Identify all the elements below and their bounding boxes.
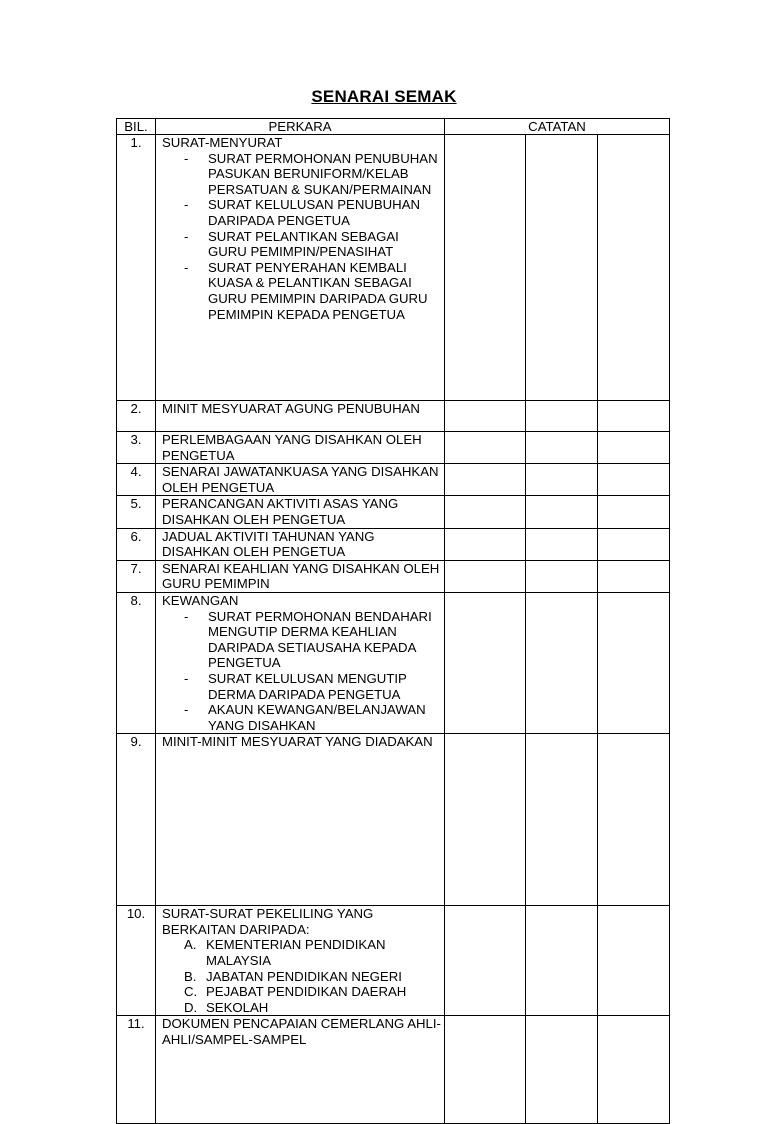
- table-row: [117, 464, 670, 496]
- row-number: 6.: [117, 528, 156, 560]
- item-text: SURAT-MENYURAT: [162, 135, 283, 150]
- catatan-cell-1: [445, 528, 526, 560]
- catatan-cell-2: [526, 592, 598, 733]
- catatan-cell-1: [445, 464, 526, 496]
- catatan-cell-1: [445, 906, 526, 1016]
- item-text: PERANCANGAN AKTIVITI ASAS YANG DISAHKAN OLEH PENGETUA: [162, 496, 399, 527]
- sub-item: [162, 197, 444, 228]
- sub-item-text: SURAT PERMOHONAN PENUBUHAN PASUKAN BERUNIFORM/KELAB PERSATUAN & SUKAN/PERMAINAN: [208, 150, 438, 197]
- sub-item: [162, 702, 444, 733]
- catatan-cell-3: [598, 1016, 670, 1124]
- item-text: JADUAL AKTIVITI TAHUNAN YANG DISAHKAN OLEH PENGETUA: [162, 528, 375, 560]
- item-cell: [156, 1016, 445, 1124]
- sub-item-text: SURAT PERMOHONAN BENDAHARI MENGUTIP DERMA KEAHLIAN DARIPADA SETIAUSAHA KEPADA PENGETUA: [208, 608, 432, 671]
- catatan-cell-3: [598, 592, 670, 733]
- catatan-cell-3: [598, 906, 670, 1016]
- sub-item: [162, 609, 444, 671]
- table-row: [117, 496, 670, 528]
- table-row: [117, 734, 670, 906]
- row-number: 9.: [117, 734, 156, 906]
- item-cell: [156, 560, 445, 592]
- checklist-table: [116, 118, 670, 1124]
- sub-item-marker: -: [184, 259, 189, 275]
- row-number: 3.: [117, 432, 156, 464]
- catatan-cell-3: [598, 734, 670, 906]
- catatan-cell-1: [445, 560, 526, 592]
- row-number: 10.: [117, 906, 156, 1016]
- catatan-cell-1: [445, 135, 526, 401]
- catatan-cell-2: [526, 560, 598, 592]
- catatan-cell-2: [526, 401, 598, 432]
- item-text: DOKUMEN PENCAPAIAN CEMERLANG AHLI-AHLI/SAMPEL-SAMPEL: [162, 1016, 441, 1048]
- catatan-cell-1: [445, 496, 526, 528]
- item-text: SENARAI JAWATANKUASA YANG DISAHKAN OLEH PENGETUA: [162, 464, 439, 495]
- table-row: [117, 528, 670, 560]
- sub-item-marker: A.: [184, 937, 197, 953]
- item-cell: [156, 464, 445, 496]
- catatan-cell-3: [598, 528, 670, 560]
- table-row: [117, 592, 670, 733]
- catatan-cell-2: [526, 528, 598, 560]
- catatan-cell-2: [526, 432, 598, 464]
- item-cell: [156, 401, 445, 432]
- sub-item-marker: -: [184, 608, 189, 624]
- catatan-cell-1: [445, 734, 526, 906]
- table-row: [117, 432, 670, 464]
- catatan-cell-2: [526, 464, 598, 496]
- sub-item-text: SURAT PELANTIKAN SEBAGAI GURU PEMIMPIN/PENASIHAT: [208, 228, 399, 260]
- sub-item-marker: B.: [184, 968, 197, 984]
- catatan-cell-2: [526, 1016, 598, 1124]
- catatan-cell-2: [526, 906, 598, 1016]
- row-number: 2.: [117, 401, 156, 432]
- item-text: SENARAI KEAHLIAN YANG DISAHKAN OLEH GURU PEMIMPIN: [162, 560, 440, 592]
- item-text: MINIT MESYUARAT AGUNG PENUBUHAN: [162, 401, 420, 416]
- catatan-cell-1: [445, 1016, 526, 1124]
- catatan-cell-3: [598, 560, 670, 592]
- sub-item-marker: D.: [184, 999, 198, 1015]
- catatan-cell-3: [598, 401, 670, 432]
- item-cell: [156, 135, 445, 401]
- item-cell: [156, 432, 445, 464]
- row-number: 5.: [117, 496, 156, 528]
- catatan-cell-1: [445, 401, 526, 432]
- header-catatan: CATATAN: [445, 119, 670, 135]
- sub-item-marker: -: [184, 228, 189, 244]
- item-cell: [156, 496, 445, 528]
- sub-item-marker: C.: [184, 984, 198, 1000]
- table-row: [117, 401, 670, 432]
- sub-item: [162, 969, 444, 985]
- catatan-cell-2: [526, 496, 598, 528]
- sub-item: [162, 260, 444, 322]
- sub-item: [162, 984, 444, 1000]
- catatan-cell-1: [445, 432, 526, 464]
- sub-item-text: SURAT PENYERAHAN KEMBALI KUASA & PELANTIKAN SEBAGAI GURU PEMIMPIN DARIPADA GURU PEMIMPIN KEPADA PENGETUA: [208, 259, 428, 322]
- item-text: KEWANGAN: [162, 592, 239, 608]
- catatan-cell-3: [598, 464, 670, 496]
- row-number: 4.: [117, 464, 156, 496]
- row-number: 1.: [117, 135, 156, 401]
- header-perkara: PERKARA: [156, 119, 445, 135]
- item-cell: [156, 906, 445, 1016]
- row-number: 8.: [117, 592, 156, 733]
- item-text: MINIT-MINIT MESYUARAT YANG DIADAKAN: [162, 734, 433, 750]
- catatan-cell-2: [526, 734, 598, 906]
- catatan-cell-3: [598, 135, 670, 401]
- table-row: [117, 560, 670, 592]
- sub-item: [162, 229, 444, 260]
- catatan-cell-2: [526, 135, 598, 401]
- catatan-cell-3: [598, 432, 670, 464]
- sub-item-text: AKAUN KEWANGAN/BELANJAWAN YANG DISAHKAN: [208, 702, 426, 733]
- sub-item-marker: -: [184, 150, 189, 166]
- sub-item-text: SURAT KELULUSAN MENGUTIP DERMA DARIPADA PENGETUA: [208, 670, 407, 702]
- item-cell: [156, 734, 445, 906]
- table-row: [117, 906, 670, 1016]
- row-number: 7.: [117, 560, 156, 592]
- sub-item: [162, 671, 444, 702]
- sub-item-text: KEMENTERIAN PENDIDIKAN MALAYSIA: [206, 937, 386, 969]
- sub-item: [162, 151, 444, 198]
- sub-item-marker: -: [184, 197, 189, 213]
- sub-item-text: PEJABAT PENDIDIKAN DAERAH: [206, 984, 407, 1000]
- sub-item: [162, 1000, 444, 1016]
- table-row: [117, 135, 670, 401]
- sub-item: [162, 937, 444, 968]
- item-text: SURAT-SURAT PEKELILING YANG BERKAITAN DARIPADA:: [162, 906, 374, 937]
- header-row: [117, 119, 670, 135]
- page-title: SENARAI SEMAK: [311, 87, 457, 106]
- catatan-cell-1: [445, 592, 526, 733]
- item-cell: [156, 528, 445, 560]
- sub-item-marker: -: [184, 702, 189, 718]
- row-number: 11.: [117, 1016, 156, 1124]
- catatan-cell-3: [598, 496, 670, 528]
- sub-item-text: JABATAN PENDIDIKAN NEGERI: [206, 968, 402, 984]
- sub-item-text: SEKOLAH: [206, 999, 269, 1015]
- table-row: [117, 1016, 670, 1124]
- sub-item-marker: -: [184, 670, 189, 686]
- item-text: PERLEMBAGAAN YANG DISAHKAN OLEH PENGETUA: [162, 432, 422, 463]
- item-cell: [156, 592, 445, 733]
- sub-item-text: SURAT KELULUSAN PENUBUHAN DARIPADA PENGETUA: [208, 197, 421, 228]
- header-bil: BIL.: [117, 119, 156, 135]
